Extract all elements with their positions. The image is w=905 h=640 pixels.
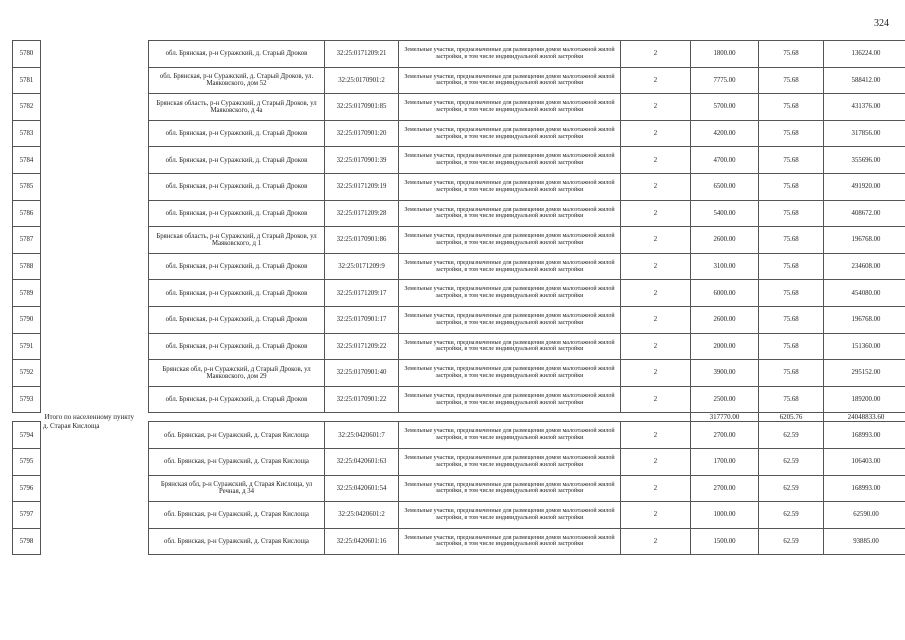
table-row — [13, 41, 905, 68]
row-number: 5787 — [13, 227, 41, 254]
group-code-cell: 2 — [621, 306, 691, 333]
row-number: 5784 — [13, 147, 41, 174]
address-cell: обл. Брянская, р-н Суражский, д. Старый Дроков — [149, 253, 325, 280]
land-use-description-cell: Земельные участки, предназначенные для размещения домов малоэтажной жилой застройки, в том числе индивидуальной жилой застройки — [399, 386, 621, 413]
group-code-cell: 2 — [621, 448, 691, 475]
group-code-cell: 2 — [621, 173, 691, 200]
land-use-description-cell: Земельные участки, предназначенные для размещения домов малоэтажной жилой застройки, в том числе индивидуальной жилой застройки — [399, 120, 621, 147]
locality-cell — [41, 120, 149, 147]
cadastral-value-cell: 408672.00 — [824, 200, 905, 227]
cadastral-value-cell: 491920.00 — [824, 173, 905, 200]
cadastral-number-cell: 32:25:0170901:17 — [325, 306, 399, 333]
cadastral-number-cell: 32:25:0170901:40 — [325, 360, 399, 387]
table-row — [13, 200, 905, 227]
group-code-cell: 2 — [621, 41, 691, 68]
group-code-cell: 2 — [621, 147, 691, 174]
area-cell: 1500.00 — [691, 528, 759, 555]
cadastral-value-cell: 136224.00 — [824, 41, 905, 68]
land-use-description-cell: Земельные участки, предназначенные для размещения домов малоэтажной жилой застройки, в том числе индивидуальной жилой застройки — [399, 306, 621, 333]
area-cell: 1800.00 — [691, 41, 759, 68]
cadastral-value-cell: 196768.00 — [824, 306, 905, 333]
land-use-description-cell: Земельные участки, предназначенные для размещения домов малоэтажной жилой застройки, в том числе индивидуальной жилой застройки — [399, 333, 621, 360]
row-number: 5795 — [13, 448, 41, 475]
specific-value-cell: 62.59 — [759, 528, 824, 555]
locality-cell — [41, 200, 149, 227]
cadastral-value-cell: 168993.00 — [824, 475, 905, 502]
subtotal-label: Итого по населенному пункту — [44, 412, 135, 421]
cadastral-number-cell: 32:25:0171209:28 — [325, 200, 399, 227]
area-cell: 2600.00 — [691, 227, 759, 254]
table-row — [13, 173, 905, 200]
specific-value-cell: 75.68 — [759, 333, 824, 360]
cadastral-value-cell: 62590.00 — [824, 502, 905, 529]
cadastral-value-cell: 295152.00 — [824, 360, 905, 387]
cadastral-value-cell: 189200.00 — [824, 386, 905, 413]
locality-cell — [41, 306, 149, 333]
specific-value-cell: 62.59 — [759, 422, 824, 449]
cadastral-value-cell: 106403.00 — [824, 448, 905, 475]
table-row — [13, 333, 905, 360]
address-cell: обл. Брянская, р-н Суражский, д. Старый Дроков — [149, 41, 325, 68]
cadastral-value-cell: 93885.00 — [824, 528, 905, 555]
locality-cell — [41, 41, 149, 68]
table-row — [13, 67, 905, 94]
cadastral-value-cell: 151360.00 — [824, 333, 905, 360]
area-cell: 2000.00 — [691, 333, 759, 360]
row-number: 5788 — [13, 253, 41, 280]
specific-value-cell: 75.68 — [759, 120, 824, 147]
land-use-description-cell: Земельные участки, предназначенные для размещения домов малоэтажной жилой застройки, в том числе индивидуальной жилой застройки — [399, 41, 621, 68]
land-use-description-cell: Земельные участки, предназначенные для размещения домов малоэтажной жилой застройки, в том числе индивидуальной жилой застройки — [399, 502, 621, 529]
specific-value-cell: 75.68 — [759, 41, 824, 68]
locality-cell — [41, 360, 149, 387]
page-number: 324 — [874, 18, 889, 29]
specific-value-cell: 62.59 — [759, 502, 824, 529]
cadastral-number-cell: 32:25:0170901:20 — [325, 120, 399, 147]
address-cell: Брянская область, р-н Суражский, д Старый Дроков, ул Маяковского, д 1 — [149, 227, 325, 254]
area-cell: 2500.00 — [691, 386, 759, 413]
specific-value-cell: 75.68 — [759, 94, 824, 121]
address-cell: обл. Брянская, р-н Суражский, д. Старый Дроков — [149, 120, 325, 147]
address-cell: обл. Брянская, р-н Суражский, д. Старый Дроков — [149, 173, 325, 200]
address-cell: обл. Брянская, р-н Суражский, д. Старый Дроков — [149, 333, 325, 360]
address-cell: обл. Брянская, р-н Суражский, д. Старый Дроков — [149, 147, 325, 174]
locality-cell — [41, 173, 149, 200]
area-cell: 5700.00 — [691, 94, 759, 121]
subtotal-section — [13, 413, 905, 422]
specific-value-cell: 75.68 — [759, 67, 824, 94]
group-code-cell: 2 — [621, 94, 691, 121]
land-use-description-cell: Земельные участки, предназначенные для размещения домов малоэтажной жилой застройки, в том числе индивидуальной жилой застройки — [399, 173, 621, 200]
land-use-description-cell: Земельные участки, предназначенные для размещения домов малоэтажной жилой застройки, в том числе индивидуальной жилой застройки — [399, 448, 621, 475]
row-number: 5792 — [13, 360, 41, 387]
address-cell: обл. Брянская, р-н Суражский, д. Старый Дроков — [149, 386, 325, 413]
locality-name: д. Старая Кислоща — [41, 422, 149, 449]
row-number: 5786 — [13, 200, 41, 227]
group-code-cell: 2 — [621, 253, 691, 280]
locality-cell — [41, 386, 149, 413]
subtotal-value: 24048833.60 — [824, 413, 905, 422]
table-row — [13, 253, 905, 280]
subtotal-area: 317770.00 — [691, 413, 759, 422]
area-cell: 1000.00 — [691, 502, 759, 529]
cadastral-number-cell: 32:25:0420601:2 — [325, 502, 399, 529]
area-cell: 5400.00 — [691, 200, 759, 227]
table-row — [13, 120, 905, 147]
row-number: 5782 — [13, 94, 41, 121]
area-cell: 4200.00 — [691, 120, 759, 147]
group-code-cell: 2 — [621, 528, 691, 555]
row-number: 5785 — [13, 173, 41, 200]
row-number: 5798 — [13, 528, 41, 555]
land-use-description-cell: Земельные участки, предназначенные для размещения домов малоэтажной жилой застройки, в том числе индивидуальной жилой застройки — [399, 147, 621, 174]
row-number: 5797 — [13, 502, 41, 529]
row-number: 5790 — [13, 306, 41, 333]
specific-value-cell: 75.68 — [759, 253, 824, 280]
table-row — [13, 502, 905, 529]
row-number: 5789 — [13, 280, 41, 307]
table-row — [13, 280, 905, 307]
land-use-description-cell: Земельные участки, предназначенные для размещения домов малоэтажной жилой застройки, в том числе индивидуальной жилой застройки — [399, 200, 621, 227]
area-cell: 1700.00 — [691, 448, 759, 475]
area-cell: 2700.00 — [691, 422, 759, 449]
group-code-cell: 2 — [621, 200, 691, 227]
area-cell: 6000.00 — [691, 280, 759, 307]
specific-value-cell: 75.68 — [759, 147, 824, 174]
group-code-cell: 2 — [621, 120, 691, 147]
table-row — [13, 306, 905, 333]
locality-cell — [41, 227, 149, 254]
cadastral-value-cell: 196768.00 — [824, 227, 905, 254]
cadastral-number-cell: 32:25:0171209:21 — [325, 41, 399, 68]
land-use-description-cell: Земельные участки, предназначенные для размещения домов малоэтажной жилой застройки, в том числе индивидуальной жилой застройки — [399, 528, 621, 555]
row-number: 5794 — [13, 422, 41, 449]
cadastral-value-cell: 431376.00 — [824, 94, 905, 121]
locality-cell — [41, 333, 149, 360]
table-row — [13, 448, 905, 475]
cadastral-value-cell: 168993.00 — [824, 422, 905, 449]
area-cell: 4700.00 — [691, 147, 759, 174]
locality-cell — [41, 528, 149, 555]
area-cell: 7775.00 — [691, 67, 759, 94]
specific-value-cell: 75.68 — [759, 173, 824, 200]
cadastral-number-cell: 32:25:0170901:22 — [325, 386, 399, 413]
row-number: 5783 — [13, 120, 41, 147]
cadastral-number-cell: 32:25:0171209:19 — [325, 173, 399, 200]
address-cell: обл. Брянская, р-н Суражский, д. Старая Кислоща — [149, 448, 325, 475]
group-code-cell: 2 — [621, 502, 691, 529]
locality-cell — [41, 147, 149, 174]
address-cell: обл. Брянская, р-н Суражский, д. Старая Кислоща — [149, 422, 325, 449]
cadastral-number-cell: 32:25:0171209:22 — [325, 333, 399, 360]
address-cell: Брянская область, р-н Суражский, д Старый Дроков, ул Маяковского, д 4а — [149, 94, 325, 121]
table-row — [13, 147, 905, 174]
table-row — [13, 386, 905, 413]
land-use-description-cell: Земельные участки, предназначенные для размещения домов малоэтажной жилой застройки, в том числе индивидуальной жилой застройки — [399, 280, 621, 307]
group-code-cell: 2 — [621, 386, 691, 413]
subtotal-row — [13, 413, 905, 422]
address-cell: обл. Брянская, р-н Суражский, д. Старый Дроков — [149, 280, 325, 307]
specific-value-cell: 75.68 — [759, 386, 824, 413]
specific-value-cell: 75.68 — [759, 360, 824, 387]
cadastral-value-table — [12, 40, 905, 555]
group2-body — [13, 422, 905, 555]
specific-value-cell: 75.68 — [759, 200, 824, 227]
locality-cell — [41, 475, 149, 502]
address-cell: обл. Брянская, р-н Суражский, д. Старый Дроков, ул. Маяковского, дом 52 — [149, 67, 325, 94]
row-number: 5791 — [13, 333, 41, 360]
cadastral-value-cell: 588412.00 — [824, 67, 905, 94]
group-code-cell: 2 — [621, 360, 691, 387]
address-cell: обл. Брянская, р-н Суражский, д. Старая Кислоща — [149, 528, 325, 555]
cadastral-value-cell: 234608.00 — [824, 253, 905, 280]
land-use-description-cell: Земельные участки, предназначенные для размещения домов малоэтажной жилой застройки, в том числе индивидуальной жилой застройки — [399, 422, 621, 449]
cadastral-number-cell: 32:25:0420601:54 — [325, 475, 399, 502]
row-number: 5780 — [13, 41, 41, 68]
group-code-cell: 2 — [621, 67, 691, 94]
row-number: 5796 — [13, 475, 41, 502]
specific-value-cell: 75.68 — [759, 227, 824, 254]
locality-cell — [41, 280, 149, 307]
specific-value-cell: 75.68 — [759, 280, 824, 307]
cadastral-number-cell: 32:25:0170901:2 — [325, 67, 399, 94]
group-code-cell: 2 — [621, 475, 691, 502]
address-cell: Брянская обл, р-н Суражский, д Старая Кислоща, ул Речная, д 34 — [149, 475, 325, 502]
land-use-description-cell: Земельные участки, предназначенные для размещения домов малоэтажной жилой застройки, в том числе индивидуальной жилой застройки — [399, 360, 621, 387]
table-row — [13, 94, 905, 121]
specific-value-cell: 75.68 — [759, 306, 824, 333]
group-code-cell: 2 — [621, 280, 691, 307]
table-row — [13, 528, 905, 555]
table-row — [13, 422, 905, 449]
area-cell: 2700.00 — [691, 475, 759, 502]
cadastral-value-cell: 317856.00 — [824, 120, 905, 147]
row-number: 5781 — [13, 67, 41, 94]
table-row — [13, 360, 905, 387]
land-use-description-cell: Земельные участки, предназначенные для размещения домов малоэтажной жилой застройки, в том числе индивидуальной жилой застройки — [399, 67, 621, 94]
group-code-cell: 2 — [621, 227, 691, 254]
locality-cell — [41, 253, 149, 280]
address-cell: обл. Брянская, р-н Суражский, д. Старый Дроков — [149, 200, 325, 227]
area-cell: 6500.00 — [691, 173, 759, 200]
cadastral-number-cell: 32:25:0171209:9 — [325, 253, 399, 280]
subtotal-rate: 6205.76 — [759, 413, 824, 422]
cadastral-number-cell: 32:25:0420601:16 — [325, 528, 399, 555]
table-row — [13, 475, 905, 502]
area-cell: 2600.00 — [691, 306, 759, 333]
locality-cell — [41, 67, 149, 94]
land-use-description-cell: Земельные участки, предназначенные для размещения домов малоэтажной жилой застройки, в том числе индивидуальной жилой застройки — [399, 253, 621, 280]
land-use-description-cell: Земельные участки, предназначенные для размещения домов малоэтажной жилой застройки, в том числе индивидуальной жилой застройки — [399, 475, 621, 502]
specific-value-cell: 62.59 — [759, 475, 824, 502]
cadastral-value-cell: 355696.00 — [824, 147, 905, 174]
locality-cell — [41, 502, 149, 529]
cadastral-number-cell: 32:25:0170901:85 — [325, 94, 399, 121]
locality-cell — [41, 94, 149, 121]
specific-value-cell: 62.59 — [759, 448, 824, 475]
land-use-description-cell: Земельные участки, предназначенные для размещения домов малоэтажной жилой застройки, в том числе индивидуальной жилой застройки — [399, 227, 621, 254]
group1-body — [13, 41, 905, 413]
locality-cell — [41, 448, 149, 475]
group-code-cell: 2 — [621, 422, 691, 449]
cadastral-number-cell: 32:25:0420601:63 — [325, 448, 399, 475]
cadastral-number-cell: 32:25:0170901:86 — [325, 227, 399, 254]
cadastral-number-cell: 32:25:0420601:7 — [325, 422, 399, 449]
group-code-cell: 2 — [621, 333, 691, 360]
address-cell: Брянская обл, р-н Суражский, д Старый Дроков, ул Маяковского, дом 29 — [149, 360, 325, 387]
cadastral-number-cell: 32:25:0170901:39 — [325, 147, 399, 174]
cadastral-number-cell: 32:25:0171209:17 — [325, 280, 399, 307]
address-cell: обл. Брянская, р-н Суражский, д. Старый Дроков — [149, 306, 325, 333]
table-row — [13, 227, 905, 254]
area-cell: 3900.00 — [691, 360, 759, 387]
cadastral-value-cell: 454080.00 — [824, 280, 905, 307]
area-cell: 3100.00 — [691, 253, 759, 280]
land-use-description-cell: Земельные участки, предназначенные для размещения домов малоэтажной жилой застройки, в том числе индивидуальной жилой застройки — [399, 94, 621, 121]
row-number: 5793 — [13, 386, 41, 413]
address-cell: обл. Брянская, р-н Суражский, д. Старая Кислоща — [149, 502, 325, 529]
